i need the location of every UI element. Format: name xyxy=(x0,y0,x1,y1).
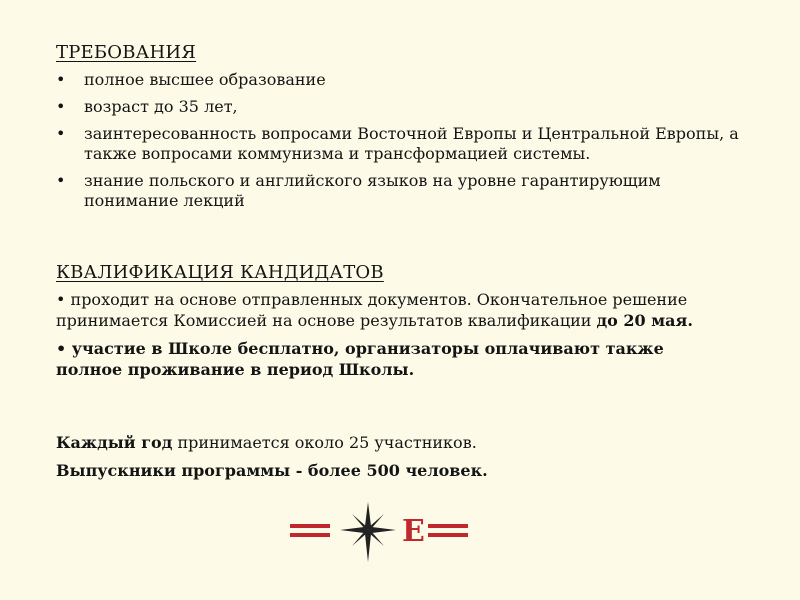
logo-right-bars xyxy=(428,524,468,537)
alumni-line: Выпускники программы - более 500 человек. xyxy=(56,461,488,480)
compass-star xyxy=(340,502,396,562)
list-item xyxy=(56,124,744,164)
qualification-section xyxy=(56,262,736,387)
bullet-glyph: • xyxy=(56,70,66,89)
qualification-deadline: до 20 мая. xyxy=(596,311,693,330)
logo-left-bars xyxy=(290,524,330,537)
qualification-list xyxy=(56,289,736,380)
qualification-text: • проходит на основе отправленных документов. Окончательное решение принимается Комиссией на основе результатов квалификации xyxy=(56,290,688,330)
list-item xyxy=(56,338,726,380)
logo-letter: E xyxy=(402,514,425,549)
qualification-free-participation: • участие в Школе бесплатно, организаторы оплачивают также полное проживание в период Школы. xyxy=(56,339,664,379)
requirement-text: полное высшее образование xyxy=(84,70,326,89)
compass-star-icon xyxy=(288,500,472,564)
list-item xyxy=(56,97,744,117)
logo-bar xyxy=(428,524,468,528)
footer-section xyxy=(56,432,736,488)
bullet-glyph: • xyxy=(56,171,66,190)
bullet-glyph: • xyxy=(56,124,66,143)
participants-count-text: принимается около 25 участников. xyxy=(172,433,477,452)
star-ray-east xyxy=(368,527,396,533)
requirement-text: возраст до 35 лет, xyxy=(84,97,238,116)
requirement-text: заинтересованность вопросами Восточной Европы и Центральной Европы, а также вопросами коммунизма и трансформацией системы. xyxy=(84,124,739,163)
list-item xyxy=(56,171,744,211)
logo-bar xyxy=(290,524,330,528)
requirements-section xyxy=(56,42,739,218)
list-item xyxy=(56,289,726,331)
star-ray-south xyxy=(365,530,371,562)
qualification-heading: КВАЛИФИКАЦИЯ КАНДИДАТОВ xyxy=(56,262,384,283)
logo-bar xyxy=(428,533,468,537)
requirements-heading: ТРЕБОВАНИЯ xyxy=(56,42,197,63)
requirement-text: знание польского и английского языков на уровне гарантирующим понимание лекций xyxy=(84,171,661,210)
logo-bar xyxy=(290,533,330,537)
star-ray-west xyxy=(340,527,368,533)
list-item xyxy=(56,70,744,90)
star-ray-north xyxy=(365,502,371,530)
each-year-label: Каждый год xyxy=(56,433,173,452)
bullet-glyph: • xyxy=(56,97,66,116)
participants-line xyxy=(56,432,736,453)
requirements-list xyxy=(56,70,739,211)
